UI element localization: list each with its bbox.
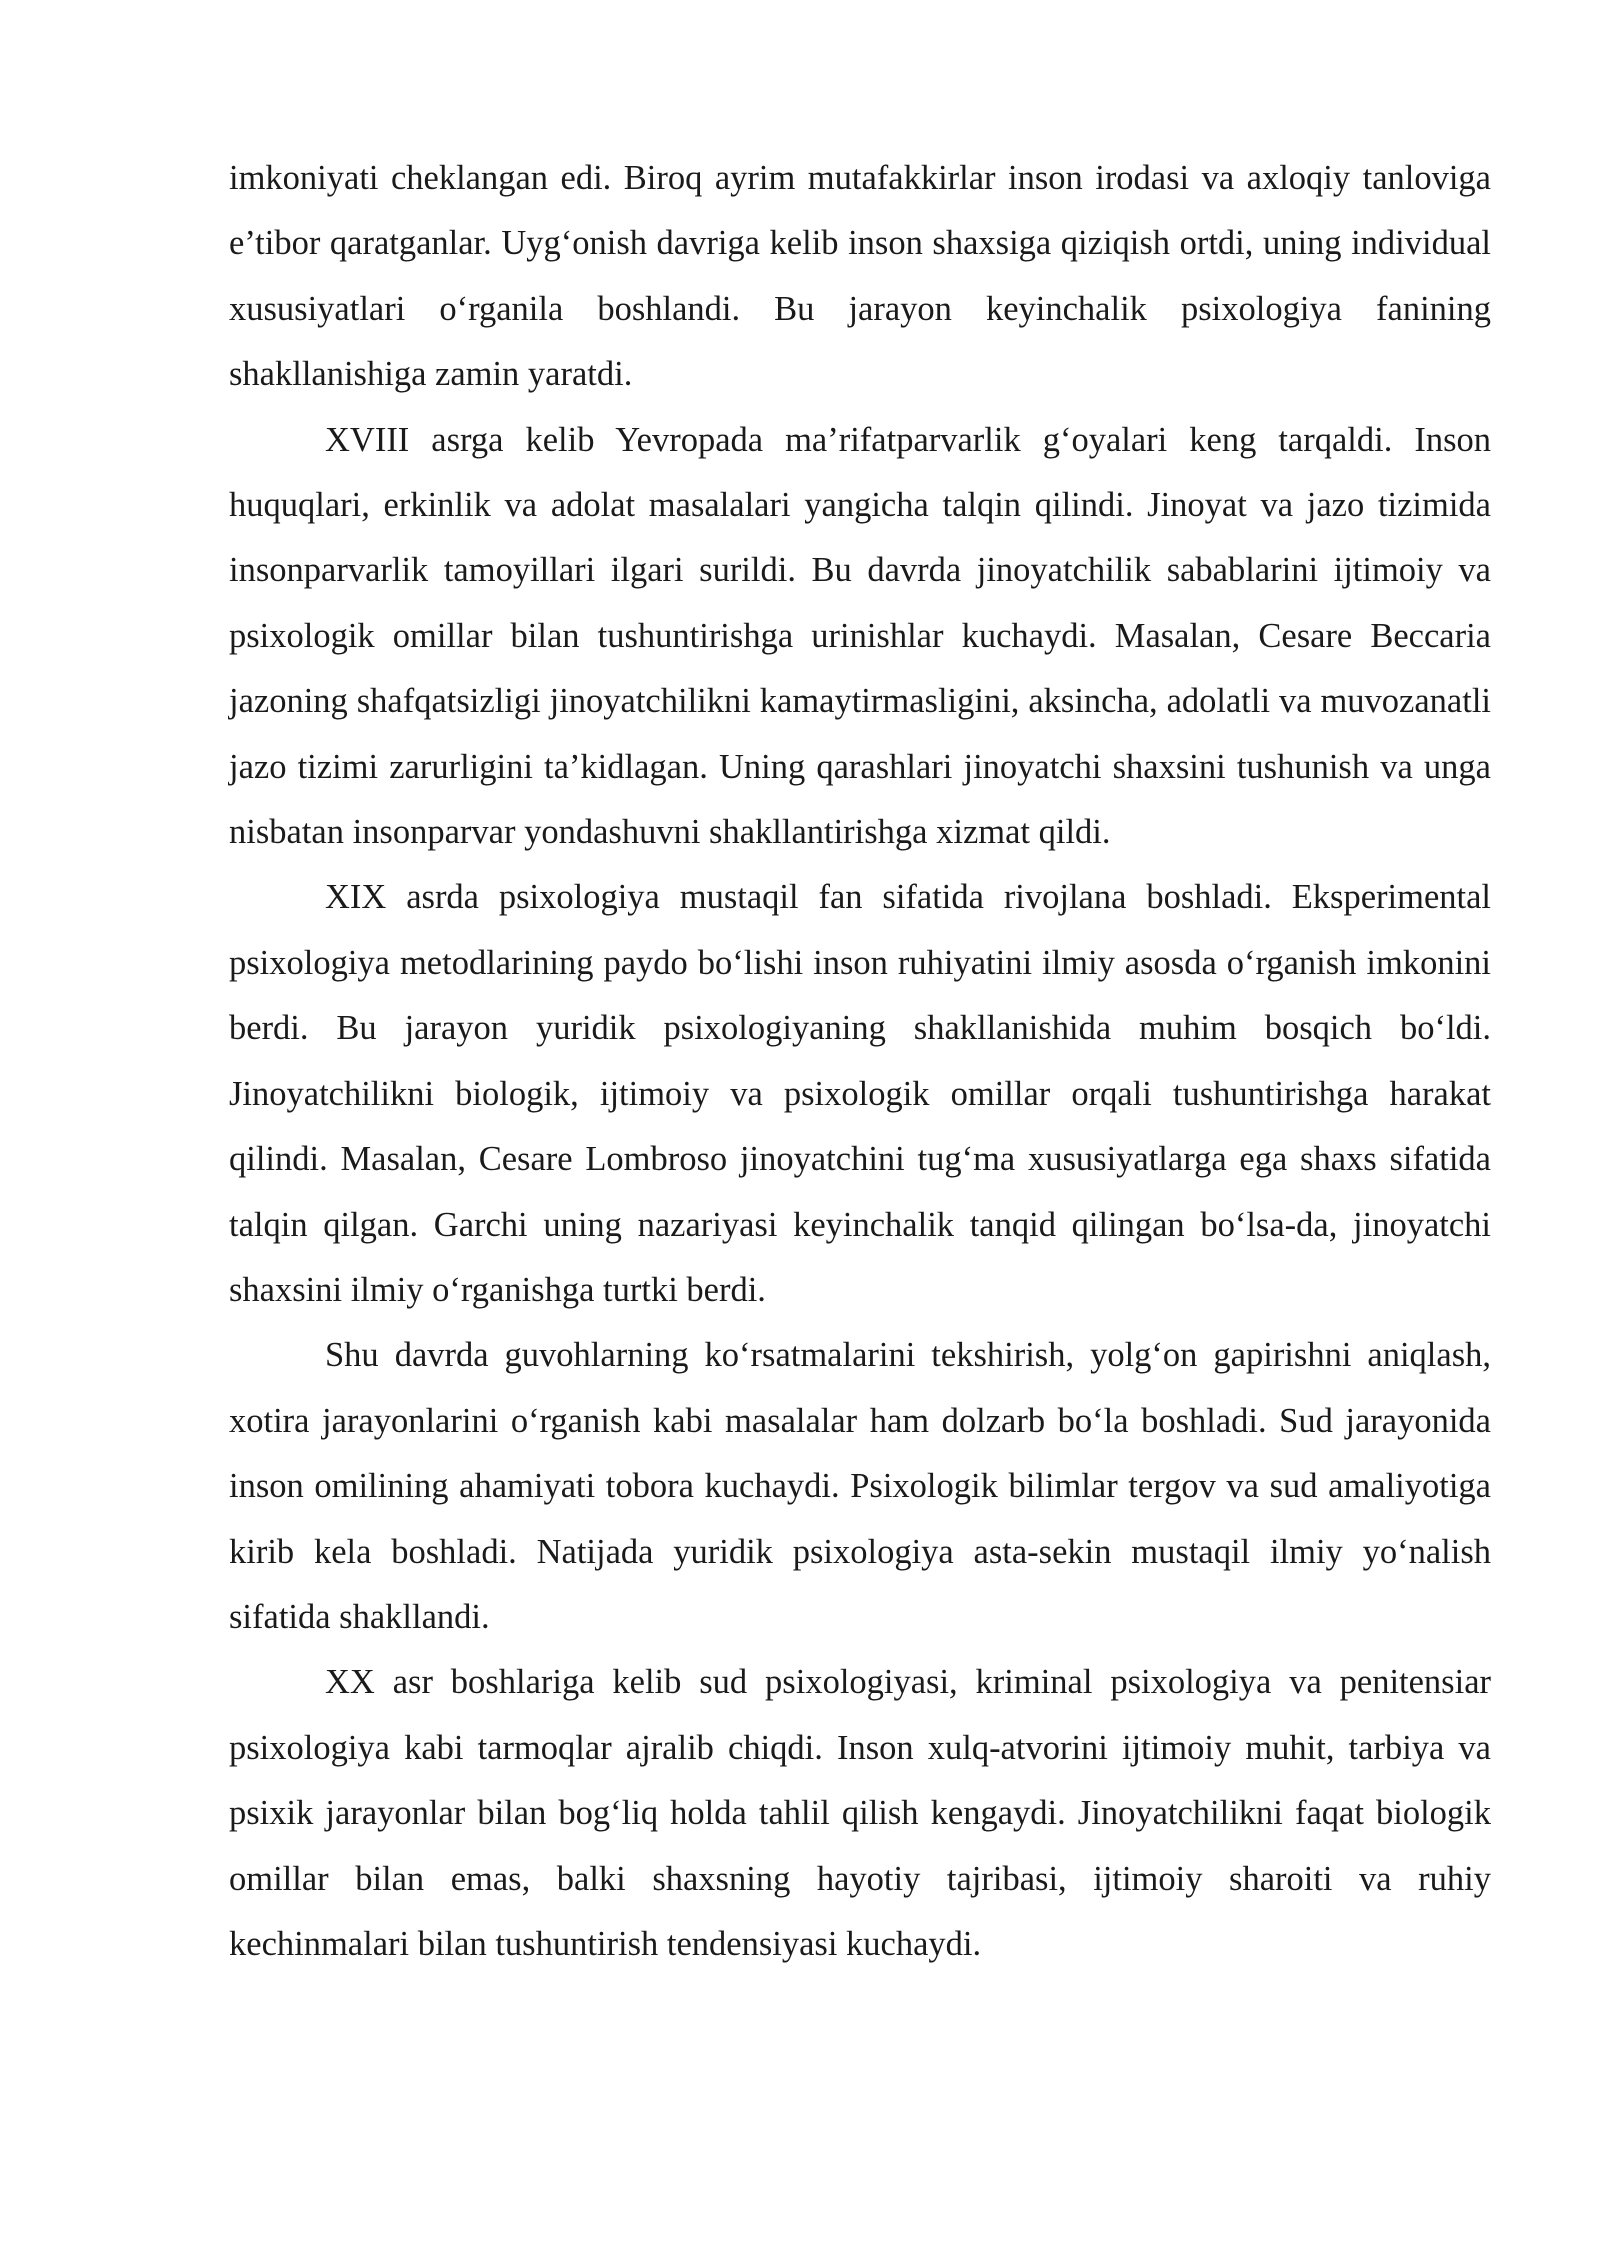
paragraph-3: XIX asrda psixologiya mustaqil fan sifatida rivojlana boshladi. Eksperimental psixologiya metodlarining paydo bo‘lishi inson ruhiyatini ilmiy asosda o‘rganish imkonini berdi. Bu jarayon yuridik psixologiyaning shakllanishida muhim bosqich bo‘ldi. Jinoyatchilikni biologik, ijtimoiy va psixologik omillar orqali tushuntirishga harakat qilindi. Masalan, Cesare Lombroso jinoyatchini tug‘ma xususiyatlarga ega shaxs sifatida talqin qilgan. Garchi uning nazariyasi keyinchalik tanqid qilingan bo‘lsa-da, jinoyatchi shaxsini ilmiy o‘rganishga turtki berdi. [229, 878, 1491, 1309]
paragraph-2: XVIII asrga kelib Yevropada ma’rifatparvarlik g‘oyalari keng tarqaldi. Inson huquqlari, erkinlik va adolat masalalari yangicha talqin qilindi. Jinoyat va jazo tizimida insonparvarlik tamoyillari ilgari surildi. Bu davrda jinoyatchilik sabablarini ijtimoiy va psixologik omillar bilan tushuntirishga urinishlar kuchaydi. Masalan, Cesare Beccaria jazoning shafqatsizligi jinoyatchilikni kamaytirmasligini, aksincha, adolatli va muvozanatli jazo tizimi zarurligini ta’kidlagan. Uning qarashlari jinoyatchi shaxsini tushunish va unga nisbatan insonparvar yondashuvni shakllantirishga xizmat qildi. [229, 420, 1491, 852]
document-page [229, 146, 1491, 1977]
paragraph-1: imkoniyati cheklangan edi. Biroq ayrim mutafakkirlar inson irodasi va axloqiy tanloviga e’tibor qaratganlar. Uyg‘onish davriga kelib inson shaxsiga qiziqish ortdi, uning individual xususiyatlari o‘rganila boshlandi. Bu jarayon keyinchalik psixologiya fanining shakllanishiga zamin yaratdi. [229, 159, 1491, 394]
paragraph-5: XX asr boshlariga kelib sud psixologiyasi, kriminal psixologiya va penitensiar psixologiya kabi tarmoqlar ajralib chiqdi. Inson xulq-atvorini ijtimoiy muhit, tarbiya va psixik jarayonlar bilan bog‘liq holda tahlil qilish kengaydi. Jinoyatchilikni faqat biologik omillar bilan emas, balki shaxsning hayotiy tajribasi, ijtimoiy sharoiti va ruhiy kechinmalari bilan tushuntirish tendensiyasi kuchaydi. [229, 1663, 1491, 1963]
paragraph-4: Shu davrda guvohlarning ko‘rsatmalarini tekshirish, yolg‘on gapirishni aniqlash, xotira jarayonlarini o‘rganish kabi masalalar ham dolzarb bo‘la boshladi. Sud jarayonida inson omilining ahamiyati tobora kuchaydi. Psixologik bilimlar tergov va sud amaliyotiga kirib kela boshladi. Natijada yuridik psixologiya asta-sekin mustaqil ilmiy yo‘nalish sifatida shakllandi. [229, 1336, 1491, 1636]
